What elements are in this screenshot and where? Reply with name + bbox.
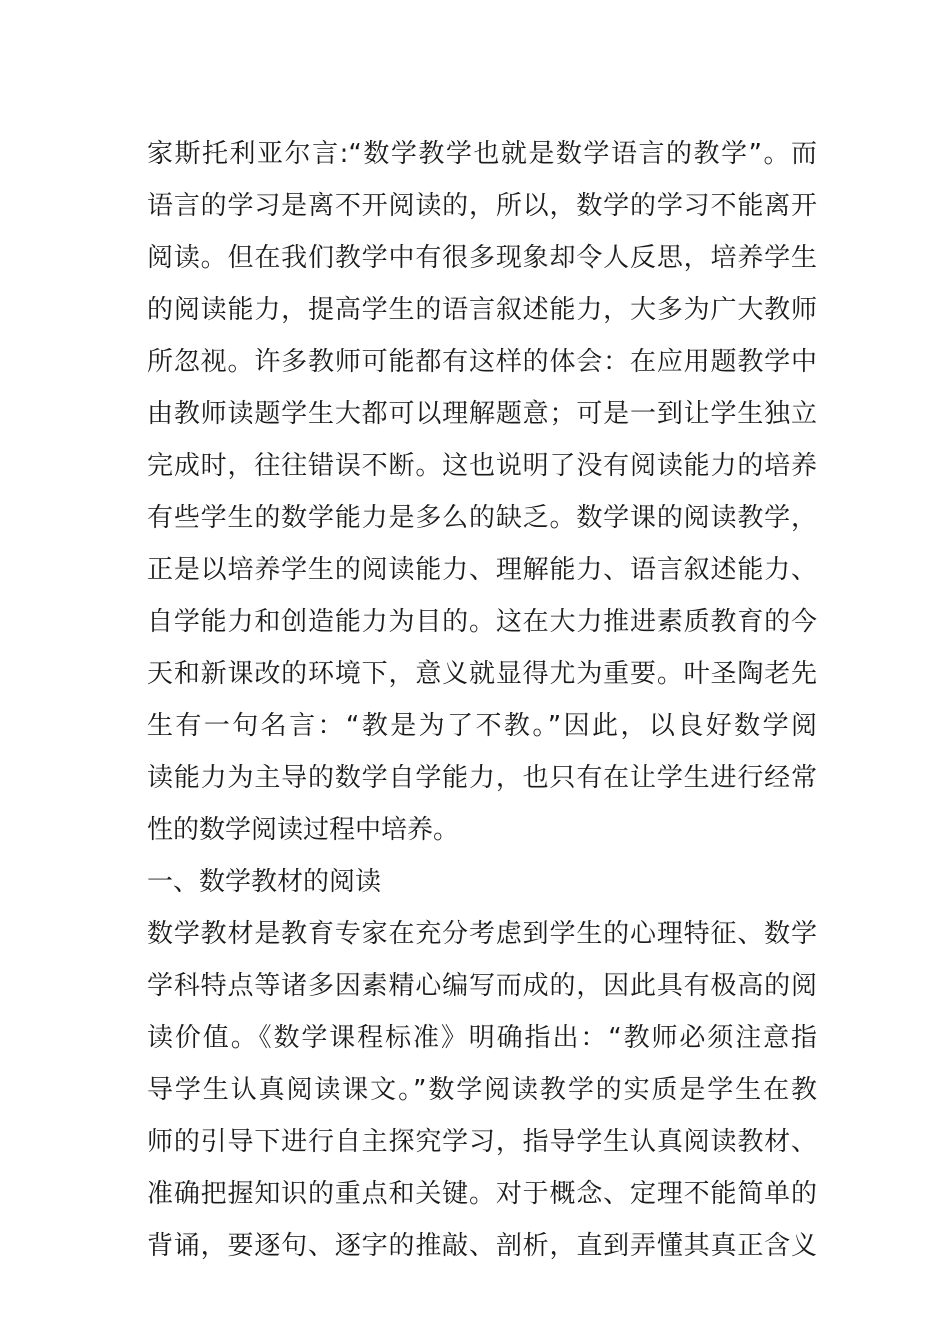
body-text bbox=[147, 128, 817, 1272]
text-line: 读价值。《数学课程标准》明确指出：“教师必须注意指 bbox=[147, 1023, 817, 1053]
text-line: 家斯托利亚尔言:“数学教学也就是数学语言的教学”。而 bbox=[147, 139, 817, 169]
text-line: 的阅读能力，提高学生的语言叙述能力，大多为广大教师 bbox=[147, 295, 817, 325]
text-line: 天和新课改的环境下，意义就显得尤为重要。叶圣陶老先 bbox=[147, 659, 817, 689]
text-line: 学科特点等诸多因素精心编写而成的，因此具有极高的阅 bbox=[147, 971, 817, 1001]
text-line: 语言的学习是离不开阅读的，所以，数学的学习不能离开 bbox=[147, 191, 817, 221]
text-line: 阅读。但在我们教学中有很多现象却令人反思，培养学生 bbox=[147, 243, 817, 273]
text-line: 自学能力和创造能力为目的。这在大力推进素质教育的今 bbox=[147, 607, 817, 637]
text-line: 背诵，要逐句、逐字的推敲、剖析，直到弄懂其真正含义 bbox=[147, 1231, 817, 1261]
text-line: 有些学生的数学能力是多么的缺乏。数学课的阅读教学， bbox=[147, 503, 817, 533]
text-line: 正是以培养学生的阅读能力、理解能力、语言叙述能力、 bbox=[147, 555, 817, 585]
text-line: 准确把握知识的重点和关键。对于概念、定理不能简单的 bbox=[147, 1179, 817, 1209]
text-line: 师的引导下进行自主探究学习，指导学生认真阅读教材、 bbox=[147, 1127, 817, 1157]
text-line: 由教师读题学生大都可以理解题意；可是一到让学生独立 bbox=[147, 399, 817, 429]
text-line: 所忽视。许多教师可能都有这样的体会：在应用题教学中 bbox=[147, 347, 817, 377]
text-line: 数学教材是教育专家在充分考虑到学生的心理特征、数学 bbox=[147, 919, 817, 949]
text-line: 读能力为主导的数学自学能力，也只有在让学生进行经常 bbox=[147, 763, 817, 793]
paragraph-end-line: 性的数学阅读过程中培养。 bbox=[147, 815, 460, 845]
text-line: 导学生认真阅读课文。”数学阅读教学的实质是学生在教 bbox=[147, 1075, 817, 1105]
section-heading: 一、数学教材的阅读 bbox=[147, 867, 382, 897]
text-line: 生有一句名言：“教是为了不教。”因此，以良好数学阅 bbox=[147, 711, 817, 741]
text-line: 完成时，往往错误不断。这也说明了没有阅读能力的培养 bbox=[147, 451, 817, 481]
